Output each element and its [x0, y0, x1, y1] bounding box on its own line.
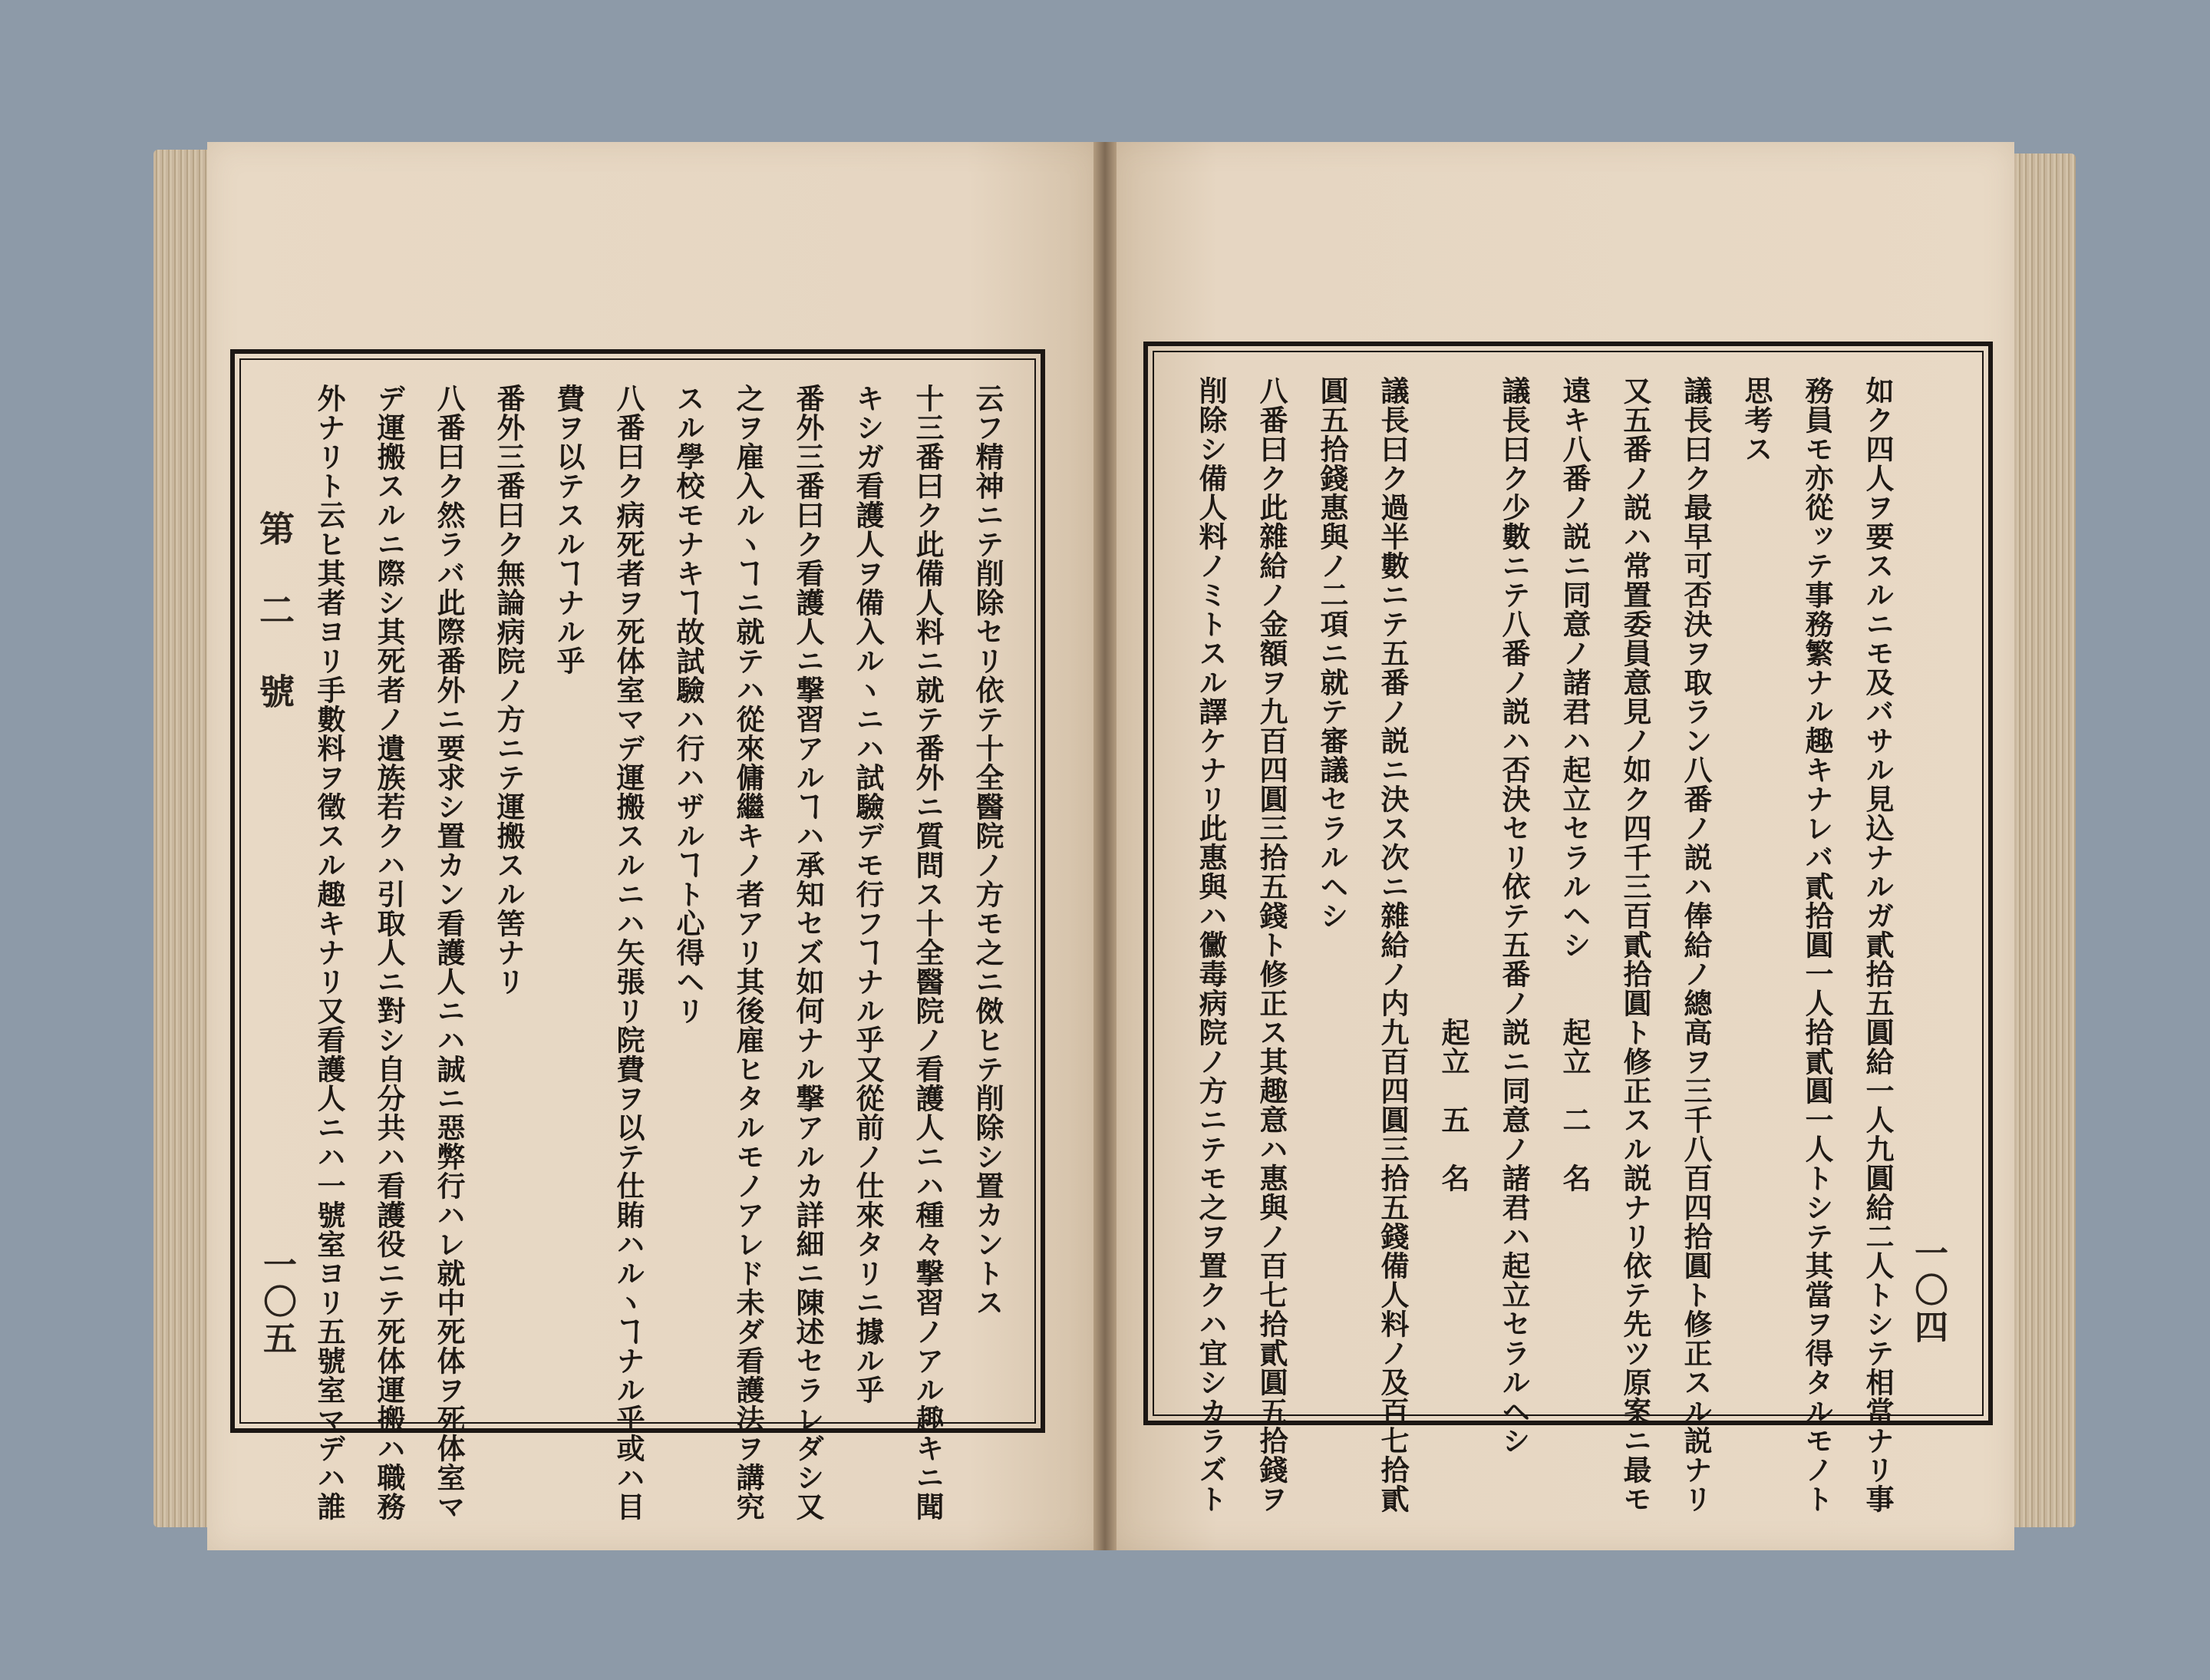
- text-column: スル學校モナキヿ故試驗ハ行ハザルヿト心得ヘリ: [671, 384, 705, 1025]
- text-column: 務員モ亦從ッテ事務繁ナル趣キナレバ貳拾圓一人拾貳圓一人トシテ其當ヲ得タルモノト: [1800, 376, 1834, 1513]
- right-page-number: 一〇四: [1908, 1236, 1948, 1346]
- text-column: 之ヲ雇入ルヽヿニ就テハ從來傭繼キノ者アリ其後雇ヒタルモノアレド未ダ看護法ヲ講究: [731, 384, 765, 1521]
- page-edges-left: [153, 150, 211, 1527]
- book-gutter: [1093, 142, 1117, 1550]
- text-column: 議長曰ク少數ニテ八番ノ説ハ否決セリ依テ五番ノ説ニ同意ノ諸君ハ起立セラルヘシ: [1497, 376, 1531, 1455]
- text-column: デ運搬スルニ際シ其死者ノ遺族若クハ引取人ニ對シ自分共ハ看護役ニテ死体運搬ハ職務: [372, 384, 406, 1521]
- left-page-number: 一〇五: [257, 1247, 296, 1358]
- text-column: 圓五拾錢惠與ノ二項ニ就テ審議セラルヘシ: [1315, 376, 1349, 930]
- text-column: 云フ精神ニテ削除セリ依テ十全醫院ノ方モ之ニ傚ヒテ削除シ置カントス: [971, 384, 1004, 1317]
- text-column: 如ク四人ヲ要スルニモ及バサル見込ナルガ貳拾五圓給一人九圓給二人トシテ相當ナリ事: [1861, 376, 1895, 1513]
- left-page-header: 第二號: [254, 510, 295, 754]
- text-column: 議長曰ク最早可否決ヲ取ラン八番ノ説ハ俸給ノ總高ヲ三千八百四拾圓ト修正スル説ナリ: [1679, 376, 1713, 1513]
- page-edges-right: [2010, 153, 2076, 1527]
- text-column: 思考ス: [1740, 376, 1773, 464]
- text-column: 十三番曰ク此備人料ニ就テ番外ニ質問ス十全醫院ノ看護人ニハ種々撃習ノアル趣キニ聞: [911, 384, 945, 1521]
- text-column: 削除シ備人料ノミトスル譯ケナリ此惠與ハ黴毒病院ノ方ニテモ之ヲ置クハ宜シカラズト: [1194, 376, 1228, 1513]
- text-column: 番外三番曰ク無論病院ノ方ニテ運搬スル筈ナリ: [492, 384, 526, 996]
- text-column: 八番曰ク此雜給ノ金額ヲ九百四圓三拾五錢ト修正ス其趣意ハ惠與ノ百七拾貳圓五拾錢ヲ: [1255, 376, 1288, 1513]
- text-column: 又五番ノ説ハ常置委員意見ノ如ク四千三百貳拾圓ト修正スル説ナリ依テ先ツ原案ニ最モ: [1618, 376, 1652, 1513]
- text-column: 外ナリト云ヒ其者ヨリ手數料ヲ徵スル趣キナリ又看護人ニハ一號室ヨリ五號室マデハ誰: [312, 384, 346, 1521]
- text-column: 八番曰ク病死者ヲ死体室マデ運搬スルニハ矢張リ院費ヲ以テ仕賄ハルヽヿナル乎或ハ目: [612, 384, 645, 1521]
- text-column: 番外三番曰ク看護人ニ撃習アルヿハ承知セズ如何ナル撃アルカ詳細ニ陳述セラレダシ又: [791, 384, 825, 1521]
- text-column: キシガ看護人ヲ備入ルヽニハ試驗デモ行フヿナル乎又從前ノ仕來タリニ據ル乎: [851, 384, 885, 1404]
- text-column: 八番曰ク然ラバ此際番外ニ要求シ置カン看護人ニハ誠ニ惡弊行ハレ就中死体ヲ死体室マ: [432, 384, 466, 1521]
- text-column: 議長曰ク過半數ニテ五番ノ説ニ決ス次ニ雜給ノ内九百四圓三拾五錢備人料ノ及百七拾貳: [1376, 376, 1410, 1513]
- text-column: 遠キ八番ノ説ニ同意ノ諸君ハ起立セラルヘシ 起立 二 名: [1558, 376, 1592, 1193]
- text-column: 起立 五 名: [1436, 376, 1470, 1193]
- text-column: 費ヲ以テスルヿナル乎: [552, 384, 585, 675]
